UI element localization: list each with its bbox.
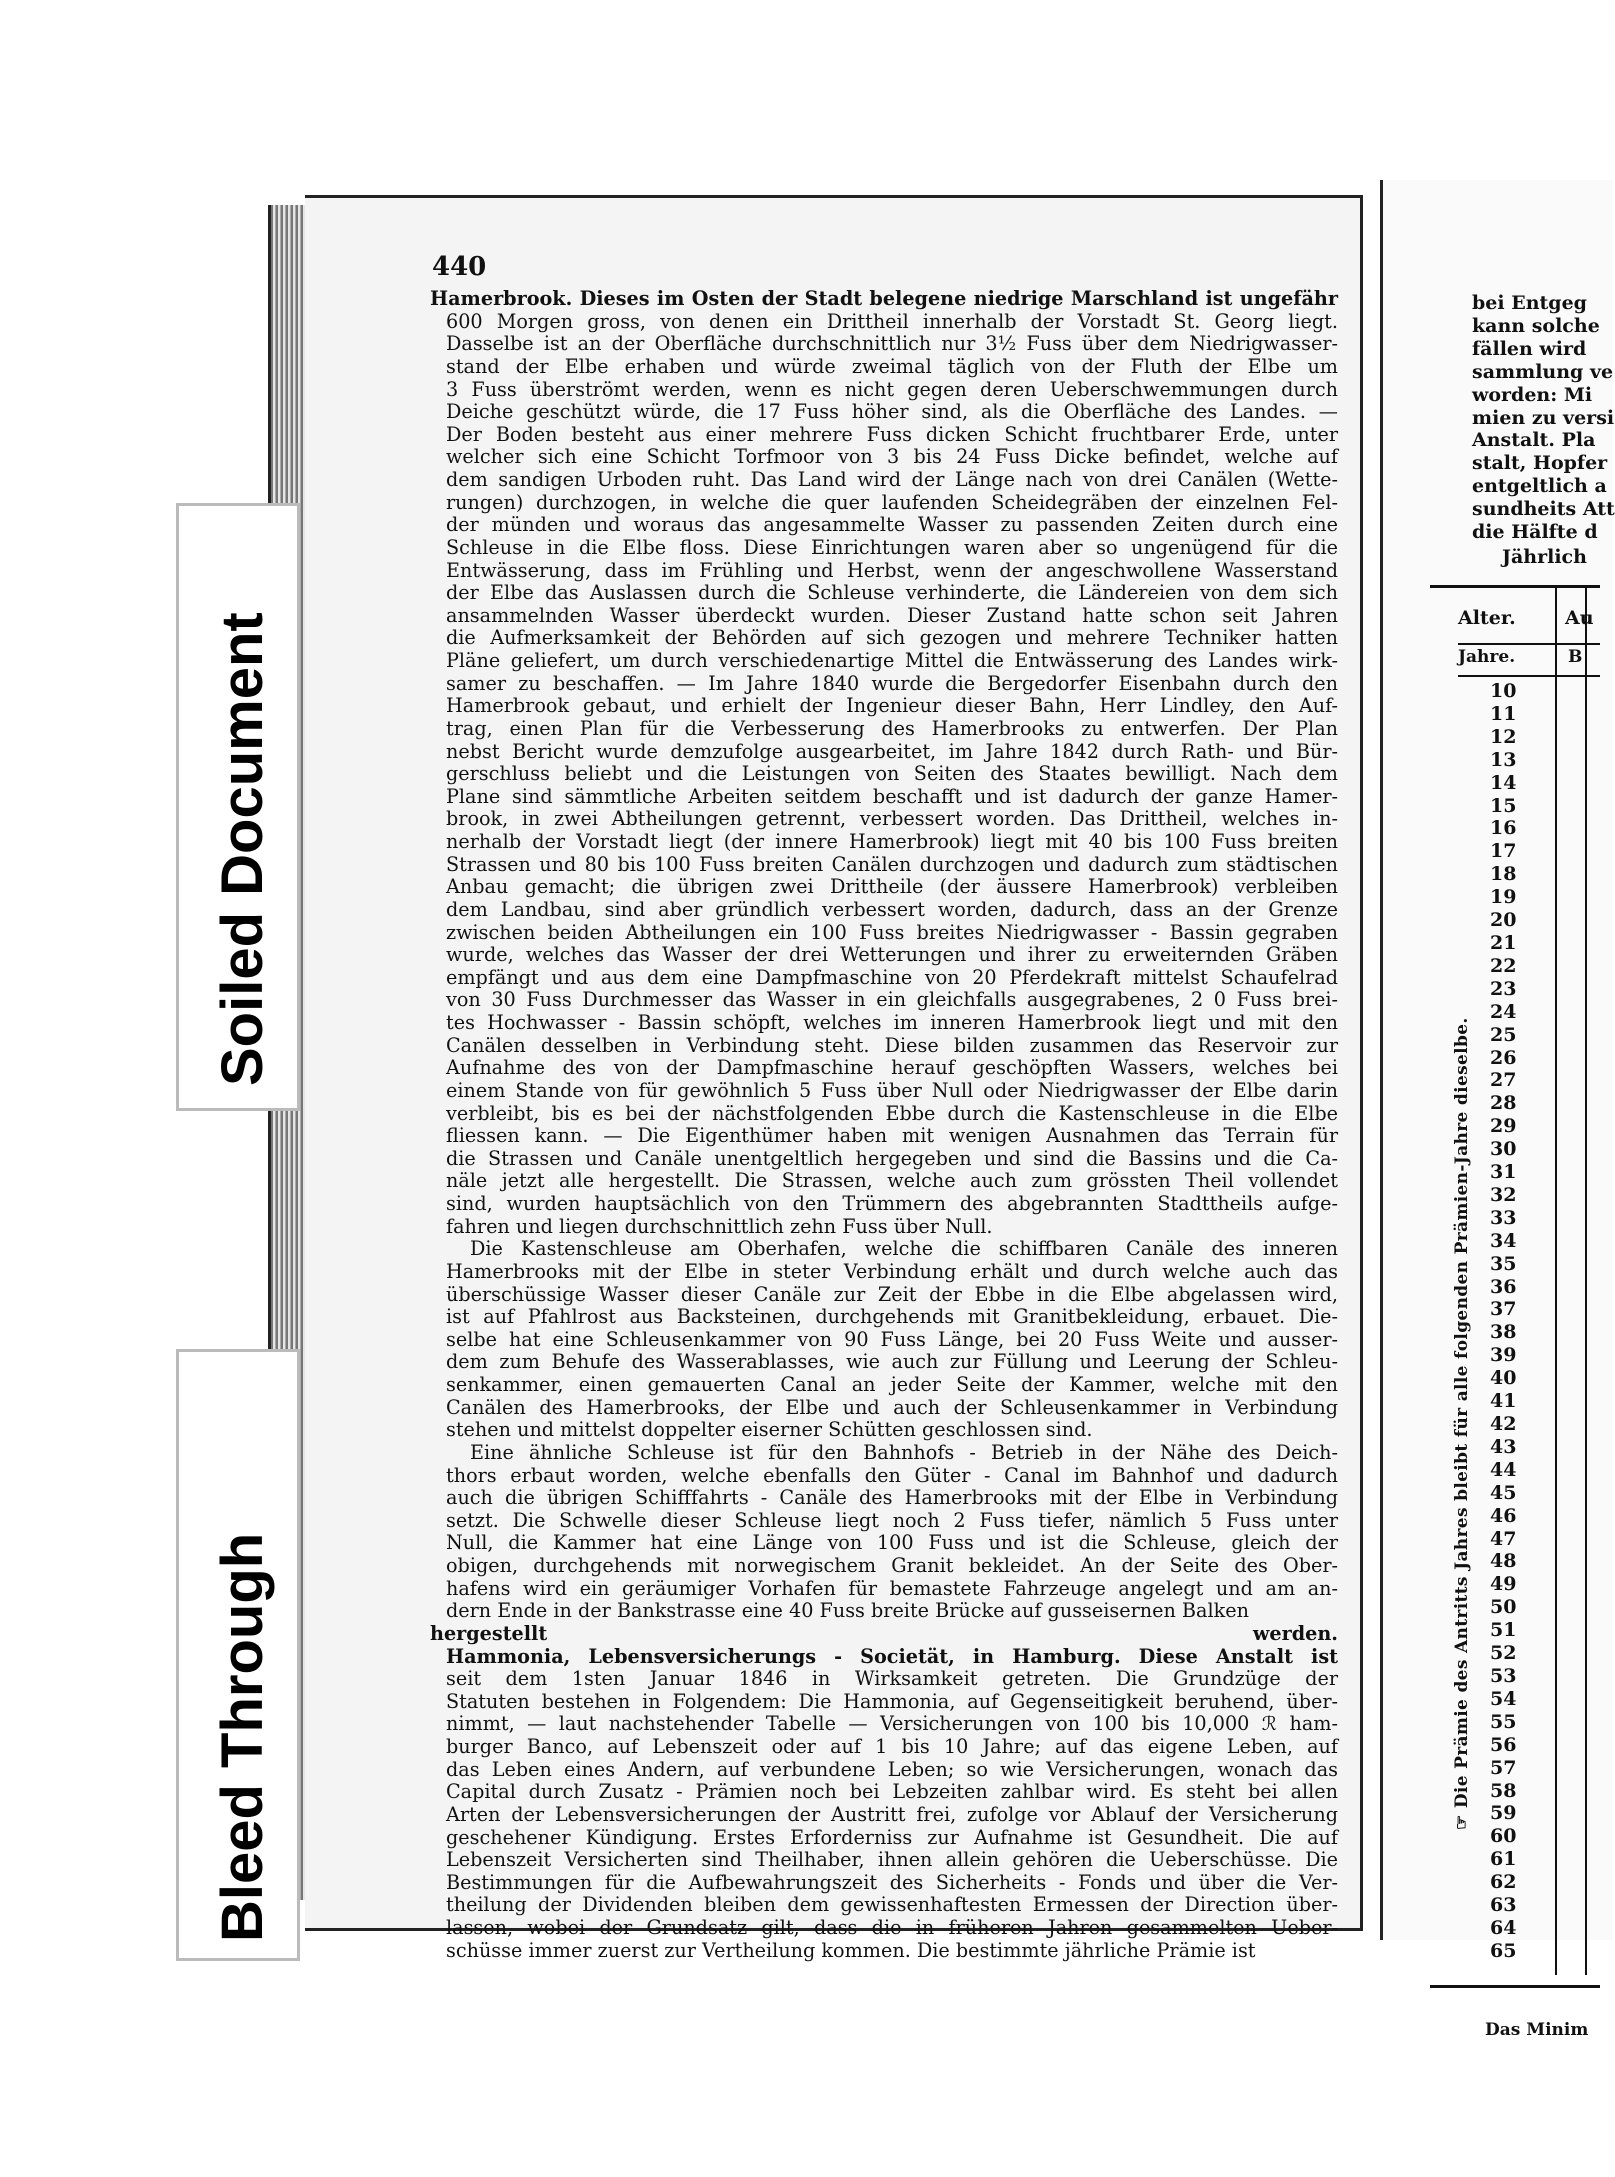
text-line: tes Hochwasser - Bassin schöpft, welches im inneren Hamerbrook liegt und mit den <box>446 1011 1338 1034</box>
table-row-age: 63 <box>1490 1894 1517 1917</box>
table-row-age: 65 <box>1490 1939 1517 1962</box>
table-row-age: 28 <box>1490 1092 1517 1115</box>
table-row-age: 37 <box>1490 1298 1517 1321</box>
text-line: samer zu beschaffen. — Im Jahre 1840 wurde die Bergedorfer Eisenbahn durch den <box>446 671 1338 695</box>
table-row-age: 29 <box>1490 1115 1517 1138</box>
text-line: trag, einen Plan für die Verbesserung des Hamerbrooks zu entwerfen. Der Plan <box>446 716 1338 740</box>
text-line: der Elbe das Auslassen durch die Schleuse verhinderte, die Ländereien von dem sich <box>446 581 1338 605</box>
table-row-age: 61 <box>1490 1848 1517 1871</box>
text-line: stand der Elbe erhaben und würde zweimal täglich von der Fluth der Elbe um <box>446 354 1338 378</box>
text-line: überschüssige Wasser dieser Canäle zur Zeit der Ebbe in die Elbe abgelassen wird, <box>446 1282 1338 1306</box>
text-line: thors erbaut worden, welche ebenfalls den Güter - Canal im Bahnhof und dadurch <box>446 1463 1338 1487</box>
text-line: dern Ende in der Bankstrasse eine 40 Fuss breite Brücke auf gusseisernen Balken <box>446 1599 1249 1623</box>
table-row-age: 46 <box>1490 1504 1517 1527</box>
table-header-2: Au <box>1565 607 1594 629</box>
text-line: stalt, Hopfer <box>1472 452 1608 475</box>
table-row-age: 34 <box>1490 1229 1517 1252</box>
table-column-rule <box>1585 585 1587 1975</box>
text-line: Deiche geschützt würde, die 17 Fuss höher sind, als die Oberfläche des Landes. — <box>446 400 1338 424</box>
table-row-age: 39 <box>1490 1344 1517 1367</box>
text-line: burger Banco, auf Lebenszeit oder auf 1 bis 10 Jahre; auf das eigene Leben, auf <box>446 1735 1338 1758</box>
text-line: empfängt und aus dem eine Dampfmaschine von 20 Pferdekraft mittelst Schaufelrad <box>446 965 1338 989</box>
text-line: näle jetzt alle hergestellt. Die Strassen, welche auch zum grössten Theil vollendet <box>446 1169 1338 1193</box>
text-line: ansammelnden Wasser überdeckt wurden. Dieser Zustand hatte schon seit Jahren <box>446 603 1338 627</box>
text-line: die Hälfte d <box>1472 521 1598 544</box>
text-line: auch die übrigen Schifffahrts - Canäle des Hamerbrooks mit der Elbe in Verbindung <box>446 1486 1338 1510</box>
table-row-age: 24 <box>1490 1000 1517 1023</box>
table-row-age: 64 <box>1490 1916 1517 1939</box>
text-line: dem Landbau, sind aber gründlich verbessert worden, dadurch, dass an der Grenze <box>446 897 1338 921</box>
text-line: fliessen kann. — Die Eigenthümer haben mit wenigen Ausnahmen das Terrain für <box>446 1124 1338 1148</box>
table-row-age: 40 <box>1490 1367 1517 1390</box>
text-line: 600 Morgen gross, von denen ein Drittheil innerhalb der Vorstadt St. Georg liegt. <box>446 309 1338 333</box>
table-row-age: 42 <box>1490 1413 1517 1435</box>
table-row-age: 41 <box>1490 1390 1517 1413</box>
text-line: Lebenszeit Versicherten sind Theilhaber, ihnen allein gehören die Ueberschüsse. Die <box>446 1848 1338 1872</box>
page-number: 440 <box>432 252 487 282</box>
table-row-age: 38 <box>1490 1321 1517 1344</box>
soiled-document-sticker <box>176 503 300 1111</box>
table-row-age: 32 <box>1490 1183 1517 1206</box>
text-line: Eine ähnliche Schleuse ist für den Bahnhofs - Betrieb in der Nähe des Deich- <box>470 1440 1338 1464</box>
table-column-rule <box>1555 585 1557 1975</box>
table-row-age: 47 <box>1490 1527 1517 1550</box>
table-sub-2: B <box>1568 647 1583 667</box>
text-line: Hamerbrook gebaut, und erhielt der Ingenieur dieser Bahn, Herr Lindley, den Auf- <box>446 694 1338 718</box>
text-line: setzt. Die Schwelle dieser Schleuse liegt noch 2 Fuss tiefer, nämlich 5 Fuss unter <box>446 1508 1338 1532</box>
table-rule <box>1458 675 1600 677</box>
text-line: einem Stande von für gewöhnlich 5 Fuss über Null oder Niedrigwasser der Elbe darin <box>446 1078 1338 1102</box>
table-row-age: 52 <box>1490 1642 1517 1665</box>
table-row-age: 62 <box>1490 1871 1517 1894</box>
text-line: wurde, welches das Wasser der drei Wetterungen und ihrer zu erweiternden Gräben <box>446 943 1338 967</box>
text-line: fahren und liegen durchschnittlich zehn Fuss über Null. <box>446 1214 993 1238</box>
text-line: stehen und mittelst doppelter eiserner Schütten geschlossen sind. <box>446 1418 1093 1442</box>
table-row-age: 13 <box>1490 748 1517 771</box>
sticker-label: Soiled Document <box>210 612 275 1086</box>
text-line: fällen wird <box>1472 337 1587 360</box>
text-line: Die Kastenschleuse am Oberhafen, welche die schiffbaren Canäle des inneren <box>470 1237 1338 1261</box>
table-rule <box>1458 643 1600 645</box>
text-line: welcher sich eine Schicht Torfmoor von 3 bis 24 Fuss Dicke befindet, welche auf <box>446 445 1338 469</box>
text-line: Dasselbe ist an der Oberfläche durchschnittlich nur 3½ Fuss über dem Niedrigwasser- <box>446 332 1338 356</box>
text-line: Arten der Lebensversicherungen der Austritt frei, zufolge vor Ablauf der Versicherung <box>446 1802 1338 1826</box>
text-line: selbe hat eine Schleusenkammer von 90 Fuss Länge, bei 20 Fuss Weite und ausser- <box>446 1327 1338 1351</box>
text-line: von 30 Fuss Durchmesser das Wasser in ein gleichfalls ausgegrabenes, 2 0 Fuss brei- <box>446 988 1338 1012</box>
text-line: ist auf Pfahlrost aus Backsteinen, durchgehends mit Granitbekleidung, erbauet. Die- <box>446 1305 1338 1329</box>
table-row-age: 55 <box>1490 1710 1517 1733</box>
right-page-text <box>1472 292 1615 569</box>
table-row-age: 17 <box>1490 840 1517 863</box>
text-line: Anstalt. Pla <box>1472 429 1596 452</box>
text-line: Bestimmungen für die Aufbewahrungszeit des Sicherheits - Fonds und über die Ver- <box>446 1870 1338 1894</box>
text-line: bei Entgeg <box>1472 292 1587 314</box>
table-row-age: 51 <box>1490 1619 1517 1642</box>
text-line: Hamerbrook. Dieses im Osten der Stadt belegene niedrige Marschland ist ungefähr <box>430 287 1338 310</box>
text-line: Canälen des Hamerbrooks, der Elbe und auch der Schleusenkammer in Verbindung <box>446 1395 1338 1419</box>
table-row-age: 18 <box>1490 863 1517 886</box>
text-line: mien zu versi <box>1472 406 1615 429</box>
table-row-age: 54 <box>1490 1687 1517 1710</box>
text-line: Canälen desselben in Verbindung steht. Diese bilden zusammen das Reservoir zur <box>446 1033 1338 1057</box>
text-line: das Leben eines Andern, auf verbundene Leben; so wie Versicherungen, wonach das <box>446 1757 1338 1781</box>
table-row-age: 53 <box>1490 1664 1517 1687</box>
text-line: nebst Bericht wurde demzufolge ausgearbeitet, im Jahre 1842 durch Rath- und Bür- <box>446 739 1338 763</box>
text-line: rungen) durchzogen, in welche die quer laufenden Scheidegräben der einzelnen Fel- <box>446 490 1338 514</box>
text-line: Anbau gemacht; die übrigen zwei Drittheile (der äussere Hamerbrook) verbleiben <box>446 875 1338 899</box>
text-line: brook, in zwei Abtheilungen getrennt, verbessert worden. Das Drittheil, welches in- <box>446 807 1338 831</box>
table-row-age: 35 <box>1490 1252 1517 1275</box>
text-line: seit dem 1sten Januar 1846 in Wirksamkeit getreten. Die Grundzüge der <box>446 1667 1338 1691</box>
text-line: obigen, durchgehends mit norwegischem Granit bekleidet. An der Seite des Ober- <box>446 1554 1338 1577</box>
text-line: Capital durch Zusatz - Prämien noch bei Lebzeiten zahlbar wird. Es steht bei allen <box>446 1780 1338 1804</box>
text-line: schüsse immer zuerst zur Vertheilung kommen. Die bestimmte jährliche Prämie ist <box>446 1938 1256 1962</box>
table-bottom-rule <box>1430 1985 1600 1988</box>
text-line: Null, die Kammer hat eine Länge von 100 Fuss und ist die Schleuse, gleich der <box>446 1531 1338 1555</box>
table-row-age: 57 <box>1490 1756 1517 1779</box>
sticker-label: Bleed Through <box>210 1532 275 1942</box>
vertical-note: ☞ Die Prämie des Antritts Jahres bleibt für alle folgenden Prämien-Jahre dieselbe. <box>1452 1017 1472 1830</box>
table-row-age: 14 <box>1490 771 1517 794</box>
text-line: worden: Mi <box>1472 383 1593 406</box>
table-row-age: 21 <box>1490 931 1517 954</box>
text-line: theilung der Dividenden bleiben dem gewissenhaftesten Ermessen der Direction über- <box>446 1893 1338 1917</box>
table-ages <box>1490 680 1516 1963</box>
left-page-text <box>430 288 1338 1962</box>
table-row-age: 11 <box>1490 702 1517 725</box>
table-row-age: 33 <box>1490 1206 1517 1229</box>
text-line: Entwässerung, dass im Frühling und Herbst, wenn der angeschwollene Wasserstand <box>446 558 1338 582</box>
table-row-age: 22 <box>1490 954 1517 977</box>
text-line: senkammer, einen gemauerten Canal an jeder Seite der Kammer, welche mit den <box>446 1373 1338 1396</box>
text-line: sundheits Att <box>1472 498 1615 521</box>
table-row-age: 12 <box>1490 725 1517 748</box>
table-row-age: 15 <box>1490 794 1517 817</box>
table-row-age: 43 <box>1490 1435 1517 1458</box>
text-line: sind, wurden hauptsächlich von den Trümmern des abgebrannten Stadttheils aufge- <box>446 1192 1338 1215</box>
table-row-age: 48 <box>1490 1550 1517 1573</box>
text-line: dem sandigen Urboden ruht. Das Land wird der Länge nach von drei Canälen (Wette- <box>446 468 1338 491</box>
text-line: Der Boden besteht aus einer mehrere Fuss dicken Schicht fruchtbarer Erde, unter <box>446 422 1338 446</box>
table-row-age: 25 <box>1490 1023 1517 1046</box>
table-row-age: 20 <box>1490 909 1517 932</box>
text-line: Hammonia, Lebensversicherungs - Societät, in Hamburg. Diese Anstalt ist <box>446 1644 1338 1668</box>
table-row-age: 58 <box>1490 1779 1517 1802</box>
table-row-age: 56 <box>1490 1733 1517 1756</box>
text-line: Strassen und 80 bis 100 Fuss breiten Canälen durchzogen und dadurch zum städtischen <box>446 852 1338 876</box>
table-row-age: 16 <box>1490 817 1517 840</box>
table-row-age: 36 <box>1490 1275 1517 1298</box>
text-line: die Strassen und Canäle unentgeltlich hergegeben und sind die Bassins und die Ca- <box>446 1146 1338 1170</box>
text-line: geschehener Kündigung. Erstes Erforderniss zur Aufnahme ist Gesundheit. Die auf <box>446 1825 1338 1849</box>
text-line: entgeltlich a <box>1472 475 1607 498</box>
table-row-age: 26 <box>1490 1046 1517 1069</box>
table-row-age: 23 <box>1490 977 1517 1000</box>
text-line: 3 Fuss überströmt werden, wenn es nicht gegen deren Ueberschwemmungen durch <box>446 377 1338 401</box>
table-header-age: Alter. <box>1458 607 1516 629</box>
text-line: zwischen beiden Abtheilungen ein 100 Fuss breites Niedrigwasser - Bassin gegraben <box>446 920 1338 944</box>
table-row-age: 31 <box>1490 1161 1517 1184</box>
text-line: verbleibt, bis es bei der nächstfolgenden Ebbe durch die Kastenschleuse in die Elbe <box>446 1101 1338 1125</box>
text-line: gerschluss beliebt und die Leistungen von Seiten des Staates bewilligt. Nach dem <box>446 762 1338 786</box>
text-line: Statuten bestehen in Folgendem: Die Hammonia, auf Gegenseitigkeit beruhend, über- <box>446 1689 1338 1713</box>
text-line: nimmt, — laut nachstehender Tabelle — Versicherungen von 100 bis 10,000 ℛ ham- <box>446 1712 1338 1736</box>
table-sub-age: Jahre. <box>1458 647 1516 667</box>
table-row-age: 27 <box>1490 1069 1517 1092</box>
text-line: nerhalb der Vorstadt liegt (der innere Hamerbrook) liegt mit 40 bis 100 Fuss breiten <box>446 830 1338 853</box>
text-line: Plane sind sämmtliche Arbeiten seitdem beschafft und ist dadurch der ganze Hamer- <box>446 784 1338 808</box>
table-row-age: 10 <box>1490 680 1517 702</box>
text-line: lassen, wobei der Grundsatz gilt, dass die in früheren Jahren gesammelten Ueber- <box>446 1916 1338 1939</box>
table-row-age: 60 <box>1490 1825 1517 1848</box>
table-row-age: 45 <box>1490 1481 1517 1504</box>
text-line: Hamerbrooks mit der Elbe in steter Verbindung erhält und durch welche auch das <box>446 1259 1338 1283</box>
text-line: hergestellt werden. <box>430 1621 1338 1645</box>
text-line: Pläne geliefert, um durch verschiedenartige Mittel die Entwässerung des Landes wirk- <box>446 649 1338 672</box>
table-row-age: 49 <box>1490 1573 1517 1596</box>
text-line: Aufnahme des von der Dampfmaschine herauf geschöpften Wassers, welches bei <box>446 1056 1338 1080</box>
text-line: hafens wird ein geräumiger Vorhafen für bemastete Fahrzeuge angelegt und am an- <box>446 1576 1338 1600</box>
table-row-age: 30 <box>1490 1138 1517 1161</box>
table-row-age: 44 <box>1490 1458 1517 1481</box>
right-page-footer: Das Minim <box>1485 2020 1589 2040</box>
text-line: der münden und woraus das angesammelte Wasser zu passenden Zeiten durch eine <box>446 513 1338 537</box>
table-top-rule <box>1430 585 1600 588</box>
table-row-age: 59 <box>1490 1802 1517 1825</box>
table-row-age: 19 <box>1490 886 1517 909</box>
text-line: sammlung ve <box>1472 360 1614 383</box>
text-line: Jährlich <box>1502 545 1587 568</box>
text-line: kann solche <box>1472 314 1600 337</box>
text-line: die Aufmerksamkeit der Behörden auf sich gezogen und mehrere Techniker hatten <box>446 626 1338 650</box>
table-row-age: 50 <box>1490 1596 1517 1619</box>
bleed-through-sticker <box>176 1349 300 1961</box>
text-line: Schleuse in die Elbe floss. Diese Einrichtungen waren aber so ungenügend für die <box>446 535 1338 559</box>
text-line: dem zum Behufe des Wasserablasses, wie auch zur Füllung und Leerung der Schleu- <box>446 1350 1338 1374</box>
